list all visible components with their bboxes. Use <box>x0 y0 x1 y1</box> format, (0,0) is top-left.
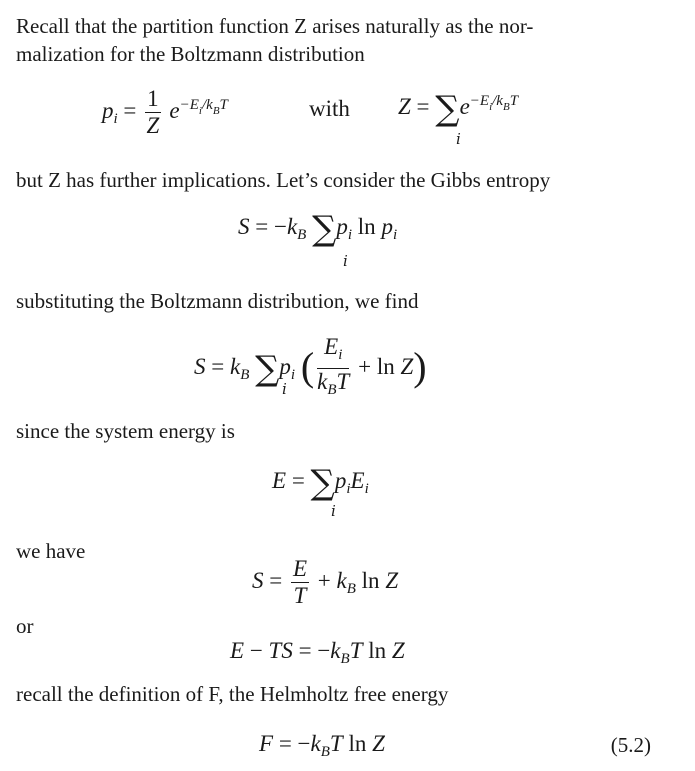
e-minus-ts-equation: E − TS = $-k_BT$ ln Z <box>230 638 405 667</box>
with-word: with <box>309 96 350 121</box>
equation-number: (5.2) <box>610 733 651 757</box>
recall-line: recall the definition of F, the Helmholtz free energy <box>16 682 449 706</box>
we-have-line: we have <box>16 539 86 563</box>
sum-index-4: i <box>331 502 336 520</box>
partition-function-equation: $Z = \sum e^{-E_i/k_BT}$ <box>398 89 519 129</box>
but-line: but Z has further implications. Let’s consider the Gibbs entropy <box>16 168 551 192</box>
gibbs-entropy-equation: $S = -k_B$ $\sum p_i$ $\ln p_i$ <box>238 209 398 249</box>
since-line: since the system energy is <box>16 419 235 443</box>
energy-equation: $E = \sum p_iE_i$ <box>272 463 369 503</box>
subst-line: substituting the Boltzmann distribution, we find <box>16 289 419 313</box>
intro-line-2: malization for the Boltzmann distribution <box>16 42 365 66</box>
boltzmann-equation: $p_i$ = $\frac{1}{Z}$ $e^{-E_i/k_BT}$ <box>102 86 228 138</box>
helmholtz-equation: $F = -k_BT$ ln Z <box>259 731 385 760</box>
sum-index-2: i <box>343 252 348 270</box>
sum-index-1: i <box>456 130 461 148</box>
entropy-energy-equation: S = $\frac{E}{T}$ + $k_B$ ln Z <box>252 556 399 608</box>
sum-index-3: i <box>282 380 287 398</box>
or-line: or <box>16 614 34 638</box>
entropy-substituted-equation: $S = k_B$ $\sum p_i$ ( $\frac{E_i}{k_BT}$ + ln Z) <box>194 334 427 398</box>
intro-line-1: Recall that the partition function Z arises naturally as the nor- <box>16 14 534 38</box>
